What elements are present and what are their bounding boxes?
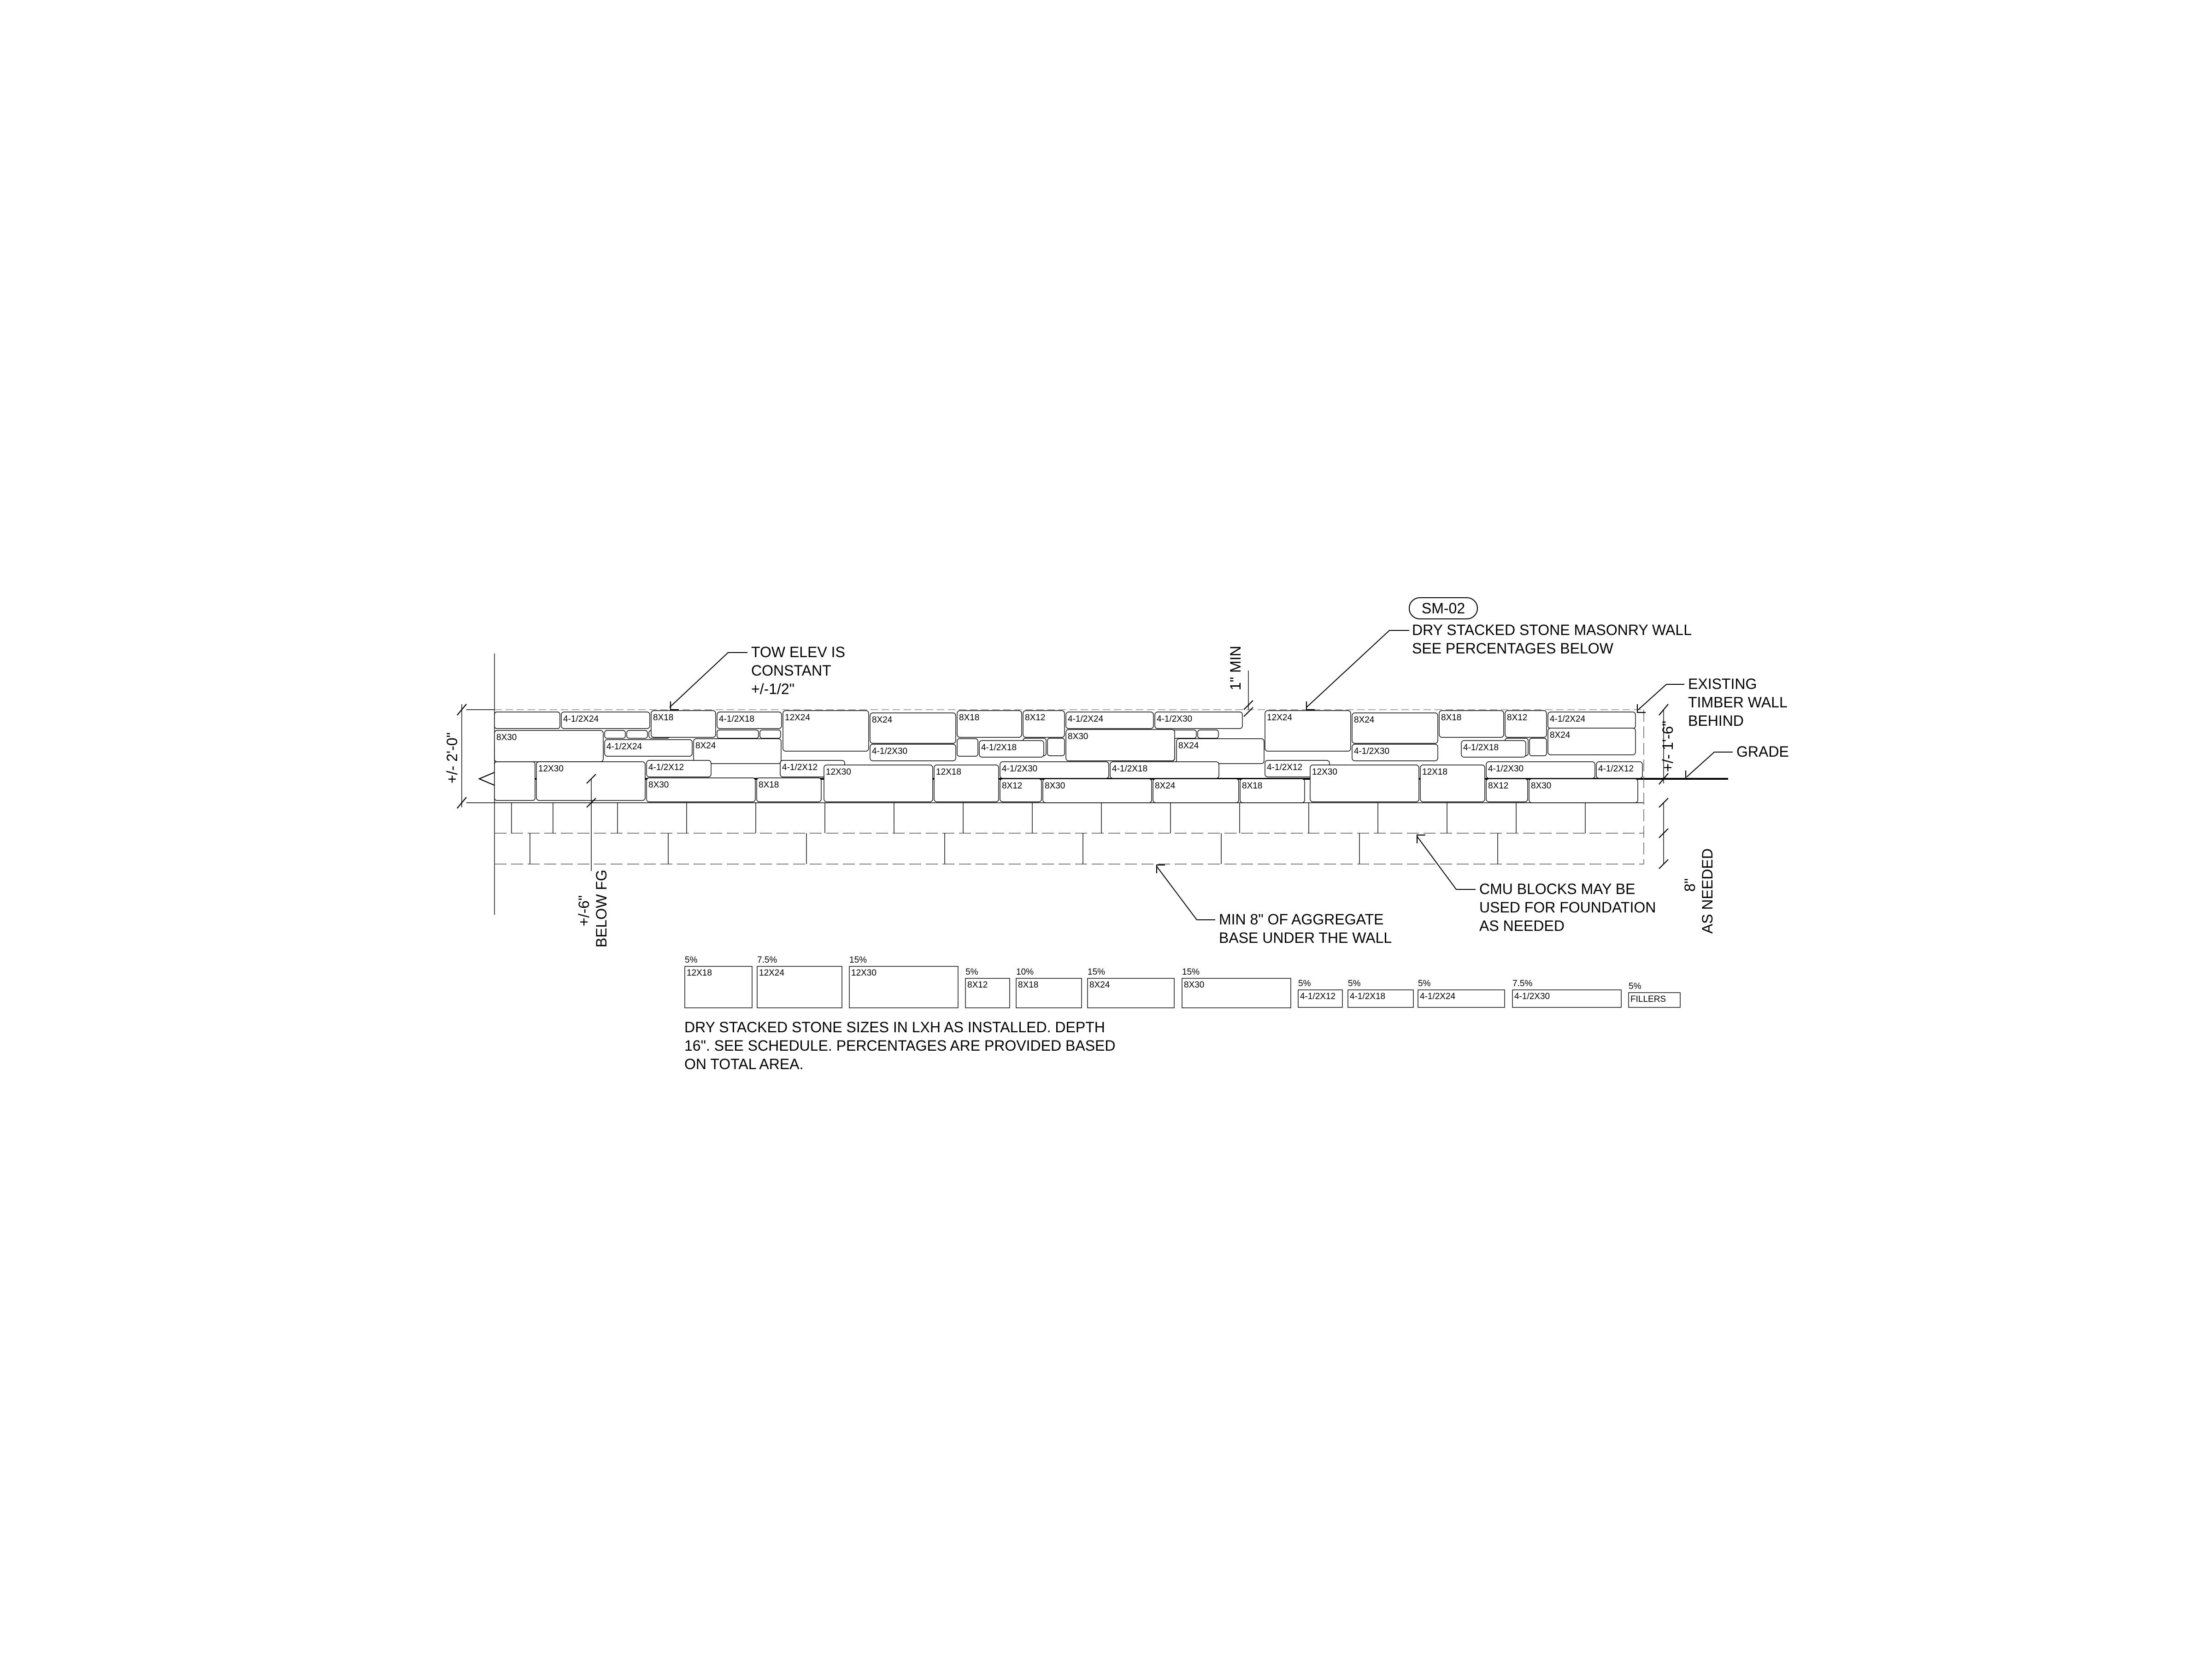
wall-stone-label: 4-1/2X12 <box>1267 763 1303 772</box>
note-cmu-line1: CMU BLOCKS MAY BE <box>1479 881 1635 897</box>
filler-stone <box>1047 738 1065 756</box>
wall-stone-label: 4-1/2X18 <box>981 743 1017 753</box>
schedule-percentage: 15% <box>849 955 867 965</box>
wall-stone-label: 12X24 <box>785 713 810 723</box>
schedule-stone-label: 12X30 <box>851 968 877 978</box>
wall-stone-label: 4-1/2X24 <box>563 714 599 724</box>
wall-stone-label: 8X24 <box>695 741 716 751</box>
wall-stone-label: 4-1/2X30 <box>1157 714 1193 724</box>
schedule-stone-label: 8X18 <box>1018 980 1039 990</box>
filler-stone <box>1198 730 1218 738</box>
schedule-stone-label: 12X18 <box>687 968 712 978</box>
schedule-percentage: 15% <box>1182 967 1200 977</box>
schedule-percentage: 5% <box>965 967 978 977</box>
wall-stone-label: 4-1/2X30 <box>1002 764 1038 774</box>
wall-stone-label: 12X18 <box>936 767 961 777</box>
dim-right-height-label: +/- 1'-6" <box>1659 721 1676 772</box>
filler-stone <box>605 730 625 738</box>
wall-stone-label: 8X18 <box>1441 713 1462 723</box>
sm02-tag-label: SM-02 <box>1421 600 1465 617</box>
schedule-percentage: 5% <box>685 955 698 965</box>
schedule-stone-label: 12X24 <box>759 968 784 978</box>
wall-stone-label: 8X24 <box>1354 715 1375 725</box>
wall-stone-label: 8X24 <box>872 715 893 725</box>
wall-stone-label: 4-1/2X24 <box>1068 714 1104 724</box>
note-sizes <box>684 1019 1115 1072</box>
filler-stone <box>760 730 781 738</box>
wall-stone-label: 4-1/2X12 <box>1598 764 1634 774</box>
wall-stone-label: 4-1/2X18 <box>719 714 755 724</box>
note-sizes-line1: DRY STACKED STONE SIZES IN LXH AS INSTALLED. DEPTH <box>684 1019 1105 1035</box>
dim-below-fg-line1: +/-6" <box>576 895 592 926</box>
schedule-stone-label: FILLERS <box>1630 994 1666 1004</box>
note-timber-line2: TIMBER WALL <box>1688 694 1788 711</box>
wall-stone-label: 4-1/2X30 <box>872 747 908 756</box>
note-sm02-line2: SEE PERCENTAGES BELOW <box>1412 640 1613 657</box>
wall-stone-label: 8X24 <box>1178 741 1199 751</box>
schedule-stone-label: 8X24 <box>1089 980 1110 990</box>
note-cmu <box>1417 835 1656 934</box>
schedule-percentage: 7.5% <box>1512 979 1533 988</box>
schedule-percentage: 5% <box>1418 979 1431 988</box>
wall-stone-label: 12X24 <box>1267 713 1292 723</box>
stone-courses <box>494 711 1642 803</box>
wall-stone-label: 8X24 <box>1155 781 1176 791</box>
dim-wall-height <box>444 704 494 808</box>
schedule-percentage: 7.5% <box>757 955 777 965</box>
wall-stone-label: 8X12 <box>1488 781 1509 791</box>
note-tow-line2: CONSTANT <box>751 662 831 679</box>
schedule-percentage: 5% <box>1348 979 1361 988</box>
wall-stone-label: 4-1/2X18 <box>1463 743 1499 753</box>
filler-stone <box>1530 738 1547 756</box>
note-aggregate <box>1157 865 1392 946</box>
wall-stone-label: 4-1/2X18 <box>1112 764 1148 774</box>
note-sizes-line3: ON TOTAL AREA. <box>684 1056 804 1072</box>
dim-as-needed <box>1659 798 1716 934</box>
dim-wall-height-label: +/- 2'-0" <box>444 732 460 783</box>
note-tow-line1: TOW ELEV IS <box>751 644 845 660</box>
schedule-percentage: 5% <box>1629 982 1641 991</box>
schedule-stone-label: 4-1/2X24 <box>1420 992 1456 1001</box>
wall-stone-label: 12X30 <box>1312 767 1337 777</box>
dim-as-needed-line2: AS NEEDED <box>1699 848 1716 934</box>
wall-stone-label: 8X18 <box>653 713 674 723</box>
wall-stone-label: 8X30 <box>1531 781 1552 791</box>
note-timber-line3: BEHIND <box>1688 712 1744 729</box>
wall-stone-label: 8X18 <box>959 713 980 723</box>
wall-stone-label: 4-1/2X24 <box>1550 714 1586 724</box>
filler-stone <box>627 730 647 738</box>
wall-stone-label: 8X12 <box>1025 713 1046 723</box>
schedule-stone-label: 8X12 <box>967 980 988 990</box>
wall-stone-label: 4-1/2X30 <box>1354 747 1390 756</box>
schedule-percentage: 5% <box>1298 979 1311 988</box>
wall-stone-label: 8X12 <box>1507 713 1528 723</box>
stone-schedule <box>685 955 1680 1008</box>
note-cmu-line3: AS NEEDED <box>1479 918 1565 934</box>
wall-stone-label: 4-1/2X12 <box>782 763 818 772</box>
note-grade-label: GRADE <box>1736 743 1789 760</box>
schedule-stone-label: 4-1/2X12 <box>1300 992 1336 1001</box>
note-timber-line1: EXISTING <box>1688 676 1757 692</box>
wall-stone-label: 8X24 <box>1550 730 1571 740</box>
schedule-stone-label: 8X30 <box>1184 980 1205 990</box>
wall-stone-label: 12X30 <box>538 764 564 774</box>
wall-stone-label: 12X18 <box>1422 767 1447 777</box>
note-grade <box>1686 743 1789 779</box>
wall-stone-label: 4-1/2X30 <box>1488 764 1524 774</box>
dim-right-height <box>1659 704 1676 784</box>
note-tow-line3: +/-1/2" <box>751 681 795 697</box>
schedule-stone-label: 4-1/2X30 <box>1514 992 1550 1001</box>
schedule-stone-label: 4-1/2X18 <box>1350 992 1386 1001</box>
note-sm02 <box>1306 622 1692 710</box>
wall-stone-label: 8X18 <box>1242 781 1263 791</box>
note-cmu-line2: USED FOR FOUNDATION <box>1479 899 1656 916</box>
wall-stone-label: 8X30 <box>1045 781 1065 791</box>
filler-stone <box>957 739 978 756</box>
schedule-percentage: 10% <box>1016 967 1034 977</box>
filler-stone <box>717 730 759 738</box>
dim-below-fg-line2: BELOW FG <box>593 870 610 947</box>
sm02-tag <box>1409 598 1477 619</box>
wall-stone-label: 8X30 <box>496 733 517 742</box>
filler-stone <box>494 762 535 800</box>
dim-min-gap <box>1227 646 1253 717</box>
note-tow <box>670 644 845 710</box>
wall-stone-label: 8X18 <box>759 780 779 790</box>
note-sm02-line1: DRY STACKED STONE MASONRY WALL <box>1412 622 1692 638</box>
note-sizes-line2: 16". SEE SCHEDULE. PERCENTAGES ARE PROVIDED BASED <box>684 1037 1116 1054</box>
wall-stone-label: 8X30 <box>1068 732 1088 741</box>
wall-stone-label: 8X30 <box>648 780 669 790</box>
wall-stone-label: 4-1/2X24 <box>606 742 642 752</box>
note-aggregate-line2: BASE UNDER THE WALL <box>1219 930 1392 946</box>
note-aggregate-line1: MIN 8" OF AGGREGATE <box>1219 911 1384 928</box>
dim-as-needed-line1: 8" <box>1682 878 1698 892</box>
wall-stone-label: 12X30 <box>826 767 851 777</box>
wall-stone-label: 8X12 <box>1002 781 1023 791</box>
filler-stone <box>494 712 560 729</box>
schedule-percentage: 15% <box>1088 967 1106 977</box>
wall-stone-label: 4-1/2X12 <box>648 763 684 772</box>
dim-min-gap-label: 1" MIN <box>1227 646 1244 690</box>
